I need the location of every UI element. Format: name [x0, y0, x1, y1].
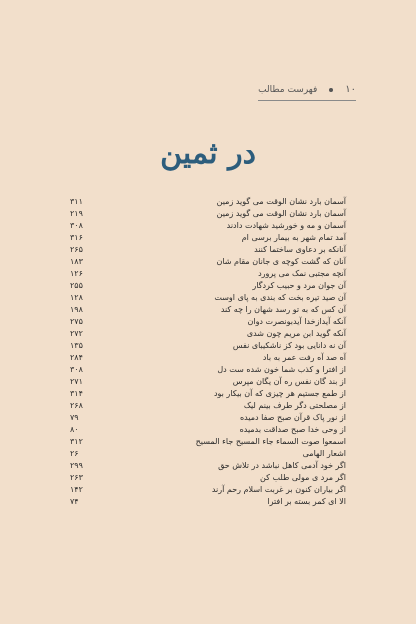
toc-row — [70, 244, 346, 256]
toc-entry-title: از طمع جستیم هر چیزی که آن بیکار بود — [213, 389, 346, 398]
toc-page-number: ۲۷۱ — [70, 377, 83, 386]
toc-page-number: ۲۱۹ — [70, 209, 83, 218]
toc-row — [70, 232, 346, 244]
toc-entry-title: اگر بیاران کنون بر غربت اسلام رحم آرند — [211, 485, 346, 494]
page-header — [258, 84, 356, 95]
toc-page-number: ۲۶۳ — [70, 473, 83, 482]
toc-row — [70, 412, 346, 424]
toc-row — [70, 388, 346, 400]
toc-row — [70, 304, 346, 316]
toc-page-number: ۷۹ — [70, 413, 79, 422]
toc-page-number: ۲۵۵ — [70, 281, 83, 290]
toc-row — [70, 220, 346, 232]
toc-page-number: ۳۰۸ — [70, 221, 83, 230]
toc-row — [70, 316, 346, 328]
toc-row — [70, 448, 346, 460]
toc-row — [70, 460, 346, 472]
toc-entry-title: آنانکه بر دعاوی ساختما کنند — [254, 245, 346, 254]
toc-page-number: ۳۰۸ — [70, 365, 83, 374]
toc-row — [70, 364, 346, 376]
page-number: ۱۰ — [345, 84, 356, 95]
toc-entry-title: از وحی خدا صبح صداقت بدمیده — [239, 425, 346, 434]
toc-row — [70, 472, 346, 484]
toc-entry-title: آسمان بارد نشان الوقت می گوید زمین — [216, 197, 346, 206]
toc-page-number: ۱۳۵ — [70, 341, 83, 350]
toc-entry-title: آنان که گشت کوچه ی جانان مقام شان — [216, 257, 346, 266]
toc-entry-title: الا ای کمر بسته بر افترا — [267, 497, 346, 506]
toc-page-number: ۳۱۲ — [70, 437, 83, 446]
toc-entry-title: از بند گان نفس ره آن یگان مپرس — [232, 377, 346, 386]
toc-row — [70, 436, 346, 448]
toc-page-number: ۷۴ — [70, 497, 79, 506]
toc-row — [70, 256, 346, 268]
toc-row — [70, 328, 346, 340]
toc-page-number: ۲۹۹ — [70, 461, 83, 470]
toc-entry-title: آنکه آیدازخدا آیدبونصرت دوان — [247, 317, 346, 326]
toc-entry-title: آن صید تیره بخت که بندی به پای اوست — [214, 293, 346, 302]
toc-page-number: ۲۶۸ — [70, 401, 83, 410]
toc-entry-title: آمد تمام شهر به بیمار برسی ام — [241, 233, 346, 242]
toc-entry-title: آن جوان مرد و حبیب کردگار — [252, 281, 346, 290]
toc-page-number: ۳۱۶ — [70, 233, 83, 242]
toc-entry-title: آنکه گوید ابن مریم چون شدی — [246, 329, 346, 338]
toc-entry-title: اشعار الهامی — [302, 449, 346, 458]
toc-row — [70, 280, 346, 292]
toc-entry-title: آسمان بارد نشان الوقت می گوید زمین — [216, 209, 346, 218]
toc-page-number: ۲۷۵ — [70, 317, 83, 326]
toc-row — [70, 484, 346, 496]
toc-page-number: ۲۶۵ — [70, 245, 83, 254]
section-title: در ثمین — [160, 136, 256, 171]
toc-entry-title: آسمان و مه و خورشید شهادت دادند — [226, 221, 346, 230]
toc-page-number: ۱۹۸ — [70, 305, 83, 314]
toc-page-number: ۱۴۲ — [70, 485, 83, 494]
bullet-dot-icon — [329, 88, 333, 92]
toc-row — [70, 196, 346, 208]
toc-page-number: ۳۱۱ — [70, 197, 83, 206]
toc-page-number: ۸۰ — [70, 425, 79, 434]
toc-row — [70, 340, 346, 352]
toc-page-number: ۲۸۴ — [70, 353, 83, 362]
toc-row — [70, 292, 346, 304]
toc-entry-title: آنچه مجتبی نمک می پرورد — [258, 269, 346, 278]
toc-entry-title: آن کس که به تو رسد شهان را چه کند — [220, 305, 346, 314]
toc-entry-title: اسمعوا صوت السماء جاء المسیح جاء المسیح — [195, 437, 346, 446]
toc-entry-title: آه صد آه رفت عمر به باد — [262, 353, 346, 362]
toc-entry-title: آن نه دانایی بود کز ناشکیبای نفس — [232, 341, 346, 350]
toc-page-number: ۱۲۸ — [70, 293, 83, 302]
toc-entry-title: از مصلحتی دگر طرف بینم لیک — [243, 401, 346, 410]
toc-row — [70, 352, 346, 364]
toc-entry-title: از نور پاک قرآن صبح صفا دمیده — [239, 413, 346, 422]
toc-page-number: ۱۲۶ — [70, 269, 83, 278]
table-of-contents — [70, 196, 346, 508]
toc-page-number: ۲۷۲ — [70, 329, 83, 338]
toc-entry-title: اگر مرد ی مولی طلب کن — [260, 473, 346, 482]
toc-row — [70, 208, 346, 220]
toc-page-number: ۱۸۳ — [70, 257, 83, 266]
toc-row — [70, 400, 346, 412]
toc-row — [70, 376, 346, 388]
header-rule — [258, 100, 356, 101]
toc-entry-title: از افترا و کذب شما خون شده ست دل — [217, 365, 346, 374]
header-section-title: فهرست مطالب — [258, 84, 318, 95]
toc-row — [70, 496, 346, 508]
toc-row — [70, 424, 346, 436]
toc-row — [70, 268, 346, 280]
toc-page-number: ۲۶ — [70, 449, 79, 458]
toc-page-number: ۳۱۴ — [70, 389, 83, 398]
toc-entry-title: اگر خود آدمی کاهل نباشد در تلاش حق — [218, 461, 346, 470]
